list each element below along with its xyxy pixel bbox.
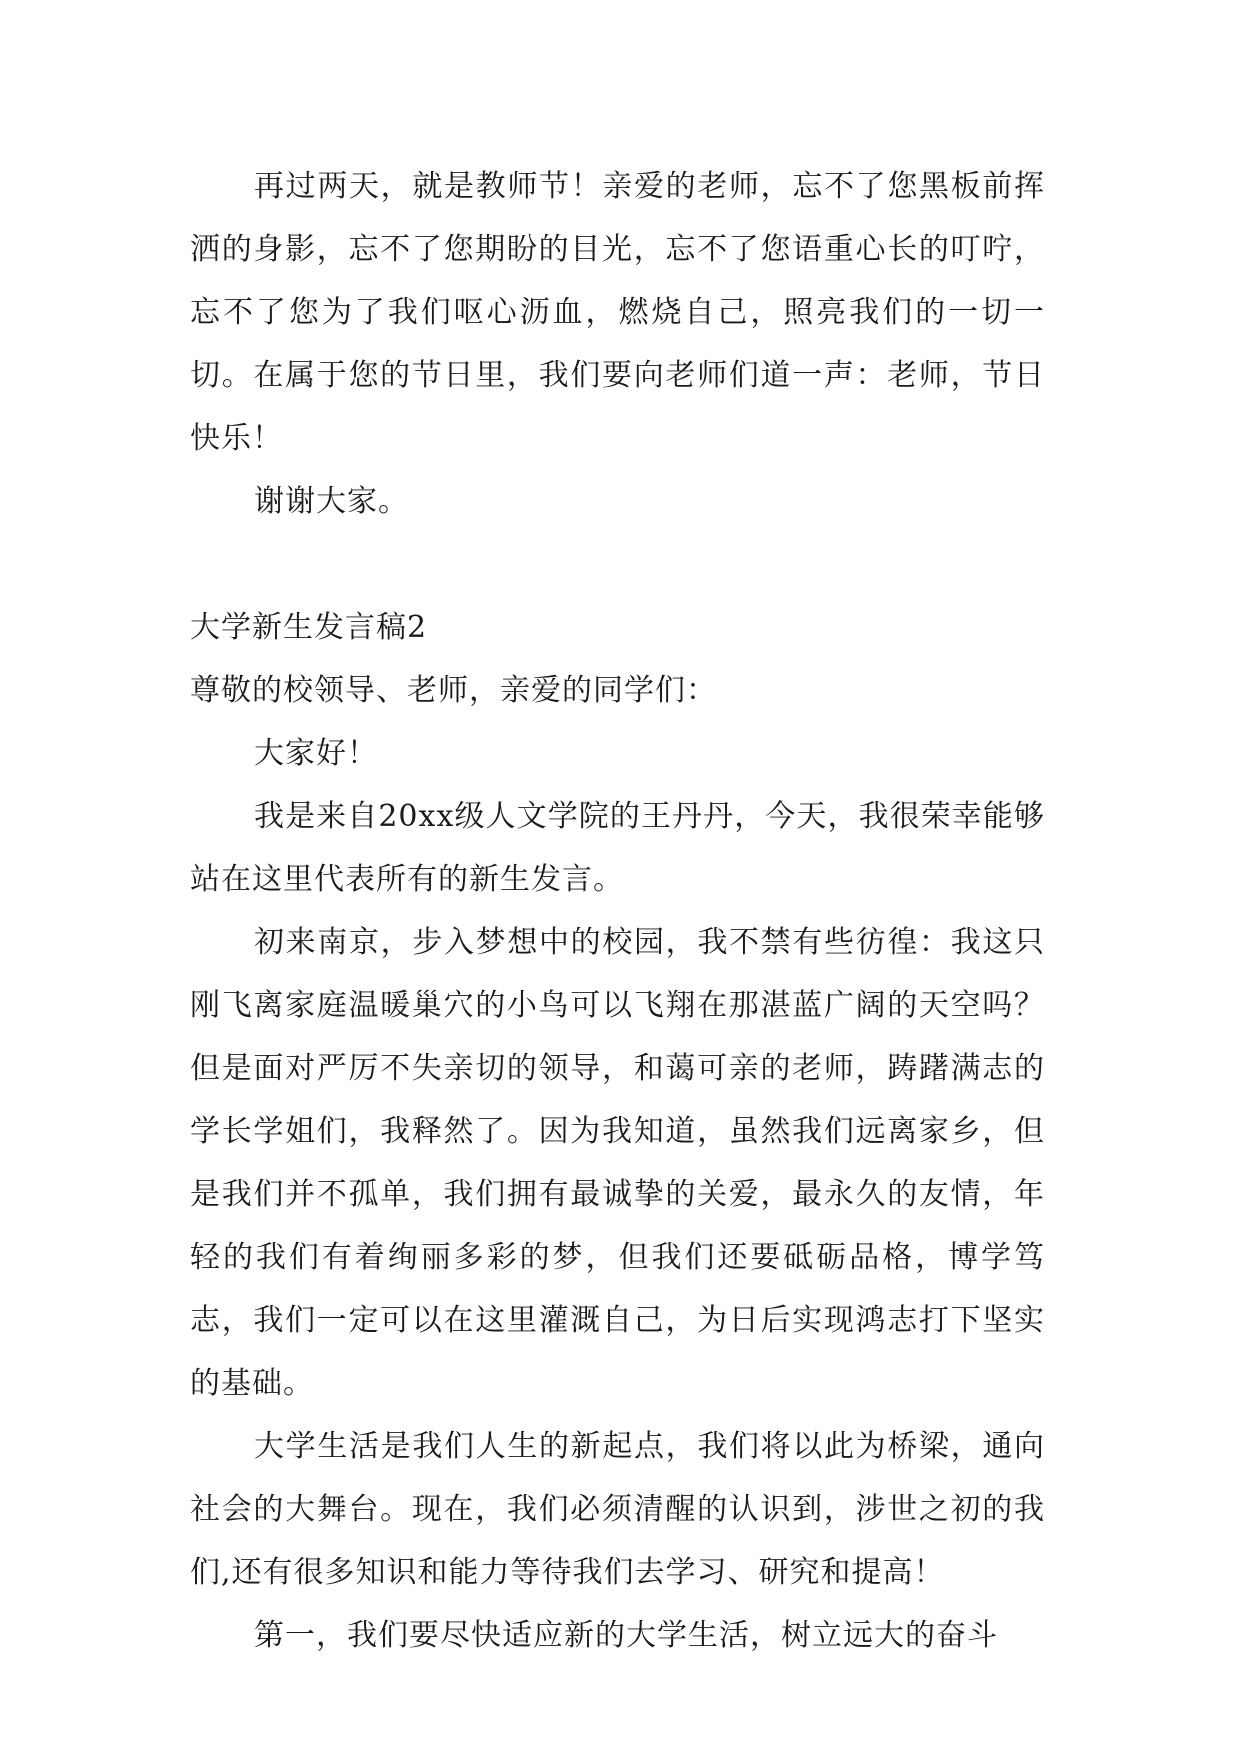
salutation: 尊敬的校领导、老师，亲爱的同学们：	[190, 673, 717, 708]
paragraph-spacer	[190, 533, 1045, 596]
paragraph: 我是来自20xx级人文学院的王丹丹，今天，我很荣幸能够站在这里代表所有的新生发言。	[190, 799, 1045, 897]
paragraph: 大家好！	[254, 736, 378, 771]
paragraph: 再过两天，就是教师节！亲爱的老师，忘不了您黑板前挥洒的身影，忘不了您期盼的目光，忘不了您语重心长的叮咛，忘不了您为了我们呕心沥血，燃烧自己，照亮我们的一切一切。在属于您的节日里，我们要向老师们道一声：老师，节日快乐！	[190, 169, 1045, 456]
paragraph: 初来南京，步入梦想中的校园，我不禁有些彷徨：我这只刚飞离家庭温暖巢穴的小鸟可以飞翔在那湛蓝广阔的天空吗？但是面对严厉不失亲切的领导，和蔼可亲的老师，踌躇满志的学长学姐们，我释然了。因为我知道，虽然我们远离家乡，但是我们并不孤单，我们拥有最诚挚的关爱，最永久的友情，年轻的我们有着绚丽多彩的梦，但我们还要砥砺品格，博学笃志，我们一定可以在这里灌溉自己，为日后实现鸿志打下坚实的基础。	[190, 925, 1045, 1401]
document-body	[190, 155, 1045, 1667]
paragraph: 谢谢大家。	[254, 484, 409, 519]
section-title: 大学新生发言稿2	[190, 610, 428, 645]
paragraph: 大学生活是我们人生的新起点，我们将以此为桥梁，通向社会的大舞台。现在，我们必须清醒的认识到，涉世之初的我们,还有很多知识和能力等待我们去学习、研究和提高！	[190, 1429, 1045, 1590]
paragraph: 第一，我们要尽快适应新的大学生活，树立远大的奋斗	[254, 1618, 998, 1653]
